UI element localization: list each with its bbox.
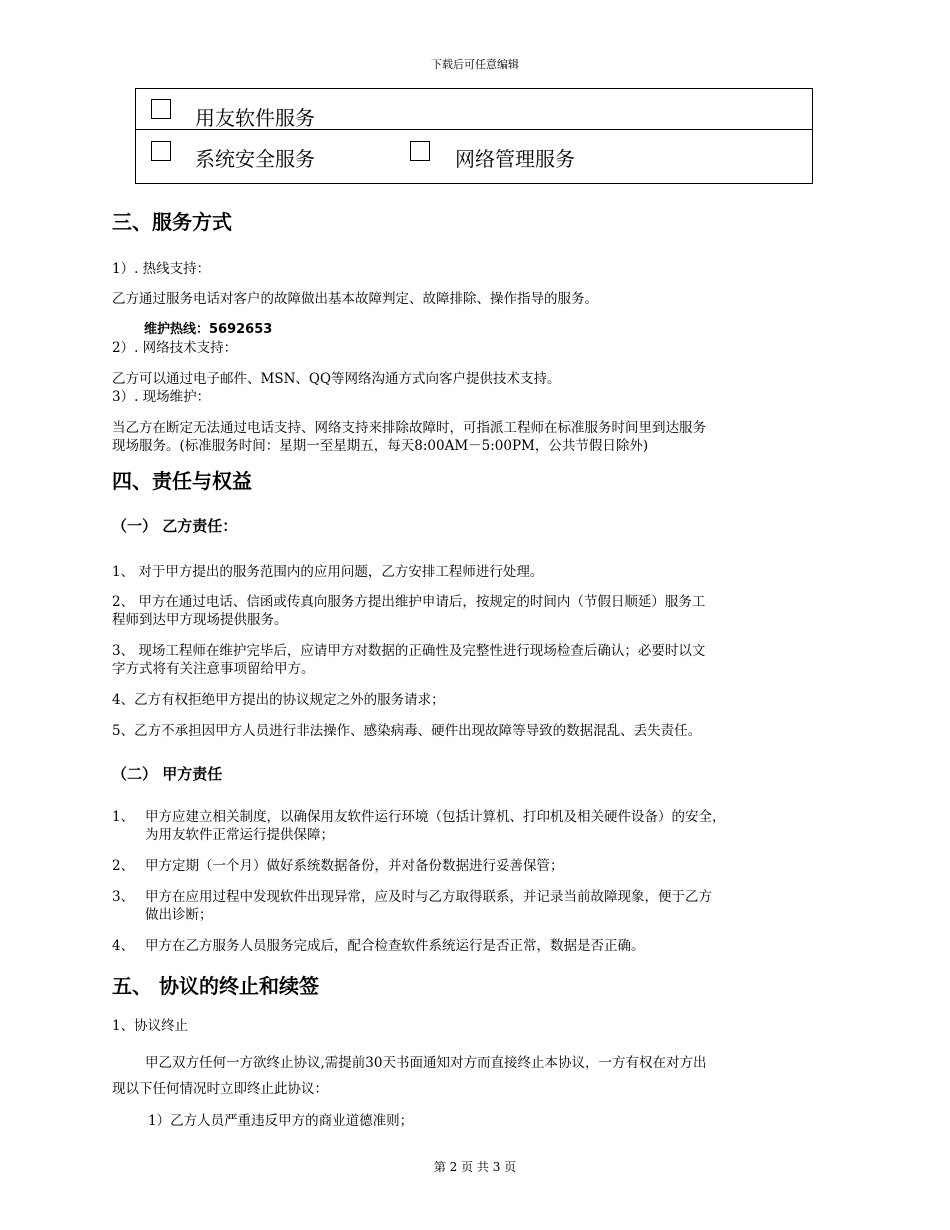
s4-a-line-2: 甲方定期（一个月）做好系统数据备份，并对备份数据进行妥善保管；	[145, 858, 564, 874]
s4-party-a-title: （二） 甲方责任	[112, 765, 223, 783]
s4-b-line-2: 2、 甲方在通过电话、信函或传真向服务方提出维护申请后，按规定的时间内（节假日顺延）服务工	[112, 594, 706, 610]
s3-network-heading: 2）. 网络技术支持：	[112, 340, 238, 356]
s4-a-line-3: 甲方在应用过程中发现软件出现异常，应及时与乙方取得联系，并记录当前故障现象，便于乙方	[145, 889, 712, 905]
page-footer: 第 2 页 共 3 页	[433, 1160, 517, 1174]
s5-para-line-1: 甲乙双方任何一方欲终止协议,需提前30天书面通知对方而直接终止本协议，一方有权在对方出	[145, 1055, 707, 1071]
option-label-yonyou-software: 用友软件服务	[195, 106, 315, 130]
s4-b-line-3b: 字方式将有关注意事项留给甲方。	[112, 661, 315, 677]
s4-b-line-4: 4、乙方有权拒绝甲方提出的协议规定之外的服务请求；	[112, 692, 445, 708]
s4-b-line-1: 1、 对于甲方提出的服务范围内的应用问题，乙方安排工程师进行处理。	[112, 564, 544, 580]
s3-onsite-desc-1: 当乙方在断定无法通过电话支持、网络支持来排除故障时，可指派工程师在标准服务时间里到达服务	[112, 420, 706, 436]
s4-b-line-2b: 程师到达甲方现场提供服务。	[112, 612, 288, 628]
s4-a-line-1: 甲方应建立相关制度，以确保用友软件运行环境（包括计算机、打印机及相关硬件设备）的安全，	[145, 809, 726, 825]
s3-onsite-heading: 3）. 现场维护：	[112, 389, 211, 405]
s4-a-num-3: 3、	[112, 889, 135, 905]
s5-sub-item-1: 1）乙方人员严重违反甲方的商业道德准则；	[148, 1113, 414, 1129]
checkbox-network-management[interactable]	[410, 141, 430, 161]
s3-hotline-number: 维护热线：5692653	[144, 322, 273, 337]
checkbox-yonyou-software[interactable]	[151, 99, 171, 119]
s4-b-line-5: 5、乙方不承担因甲方人员进行非法操作、感染病毒、硬件出现故障等导致的数据混乱、丢失责任。	[112, 723, 702, 739]
s5-item-1: 1、协议终止	[112, 1018, 189, 1034]
s4-a-num-1: 1、	[112, 809, 135, 825]
s3-network-desc: 乙方可以通过电子邮件、MSN、QQ等网络沟通方式向客户提供技术支持。	[112, 371, 561, 387]
s4-a-num-4: 4、	[112, 938, 135, 954]
section-5-title: 五、 协议的终止和续签	[112, 974, 319, 998]
option-label-system-security: 系统安全服务	[195, 147, 315, 171]
s3-hotline-heading: 1）. 热线支持：	[112, 261, 211, 277]
s4-a-line-4: 甲方在乙方服务人员服务完成后，配合检查软件系统运行是否正常，数据是否正确。	[145, 938, 645, 954]
service-options-table	[135, 88, 813, 184]
s4-party-b-title: （一） 乙方责任：	[112, 517, 238, 535]
s4-a-line-1b: 为用友软件正常运行提供保障；	[145, 827, 334, 843]
s4-a-num-2: 2、	[112, 858, 135, 874]
section-3-title: 三、服务方式	[112, 210, 232, 234]
s3-hotline-desc: 乙方通过服务电话对客户的故障做出基本故障判定、故障排除、操作指导的服务。	[112, 291, 598, 307]
section-4-title: 四、责任与权益	[112, 469, 252, 493]
s4-b-line-3: 3、 现场工程师在维护完毕后，应请甲方对数据的正确性及完整性进行现场检查后确认；必要时以文	[112, 643, 706, 659]
checkbox-system-security[interactable]	[151, 141, 171, 161]
s3-onsite-desc-2: 现场服务。(标准服务时间：星期一至星期五，每天8:00AM－5:00PM，公共节假日除外)	[112, 438, 649, 454]
s4-a-line-3b: 做出诊断；	[145, 907, 213, 923]
page-header: 下载后可任意编辑	[431, 58, 519, 71]
s5-para-line-2: 现以下任何情况时立即终止此协议：	[112, 1081, 328, 1097]
option-label-network-management: 网络管理服务	[455, 147, 575, 171]
